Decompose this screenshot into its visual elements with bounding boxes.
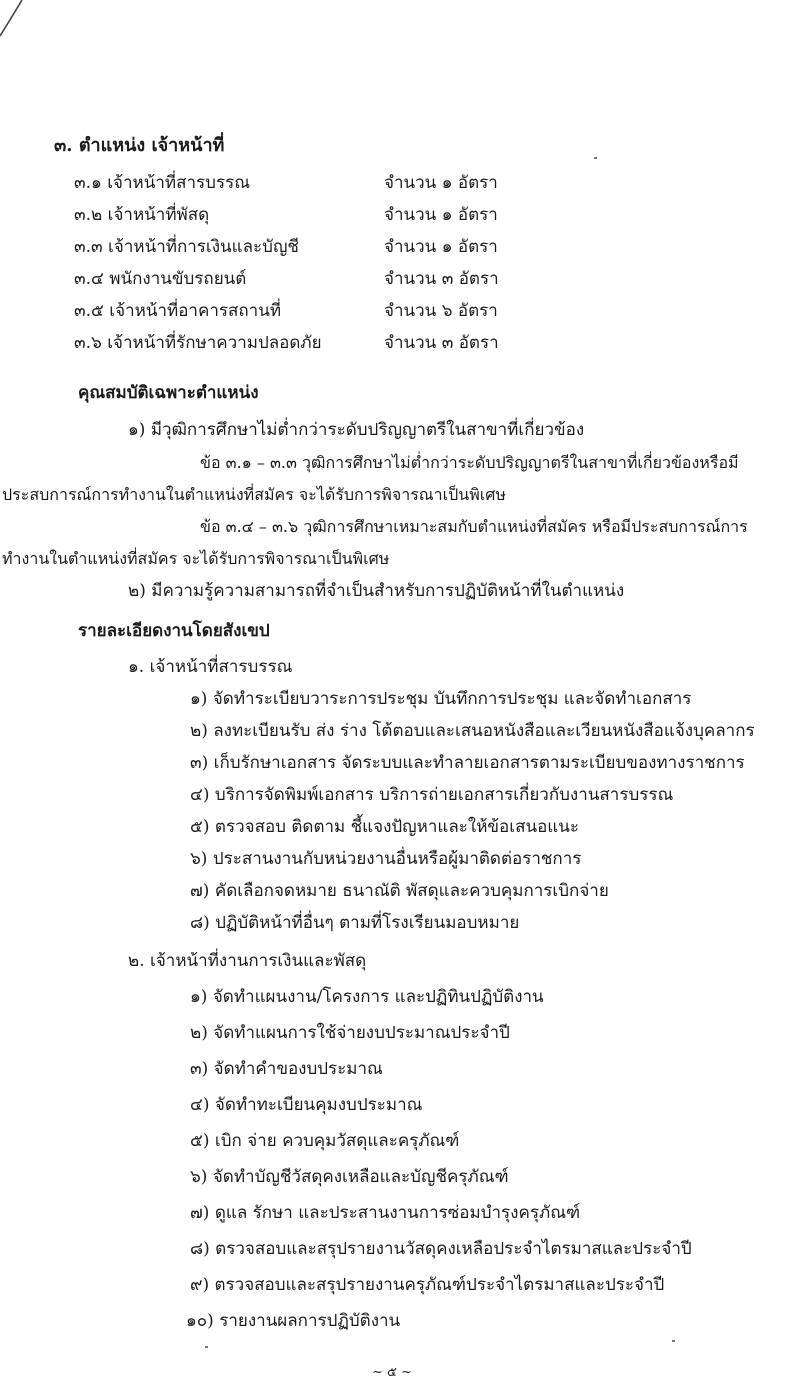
job-item: ๖) ประสานงานกับหน่วยงานอื่นหรือผู้มาติดต่อราชการ: [190, 849, 582, 869]
scan-speck: [594, 157, 597, 159]
job-item: ๔) บริการจัดพิมพ์เอกสาร บริการถ่ายเอกสารเกี่ยวกับงานสารบรรณ: [190, 785, 674, 805]
job-item: ๘) ปฏิบัติหน้าที่อื่นๆ ตามที่โรงเรียนมอบหมาย: [190, 913, 520, 933]
job-item: ๑) จัดทำแผนงาน/โครงการ และปฏิทินปฏิบัติงาน: [190, 987, 544, 1007]
qualification-line: ๑) มีวุฒิการศึกษาไม่ต่ำกว่าระดับปริญญาตรีในสาขาที่เกี่ยวข้อง: [128, 420, 585, 440]
qualification-line: ประสบการณ์การทำงานในตำแหน่งที่สมัคร จะได้รับการพิจารณาเป็นพิเศษ: [2, 485, 506, 504]
job-group-title: ๒. เจ้าหน้าที่งานการเงินและพัสดุ: [128, 951, 367, 971]
position-count: จำนวน ๑ อัตรา: [384, 173, 498, 193]
job-item: ๕) เบิก จ่าย ควบคุมวัสดุและครุภัณฑ์: [190, 1131, 460, 1151]
job-item: ๓) เก็บรักษาเอกสาร จัดระบบและทำลายเอกสารตามระเบียบของทางราชการ: [190, 753, 745, 773]
position-label: ๓.๓ เจ้าหน้าที่การเงินและบัญชี: [74, 237, 299, 257]
qualification-line: ทำงานในตำแหน่งที่สมัคร จะได้รับการพิจารณาเป็นพิเศษ: [2, 549, 390, 568]
position-count: จำนวน ๓ อัตรา: [384, 269, 499, 289]
job-item: ๕) ตรวจสอบ ติดตาม ชี้แจงปัญหาและให้ข้อเสนอแนะ: [190, 817, 579, 837]
scan-speck: [672, 1340, 675, 1342]
section-heading: ๓. ตำแหน่ง เจ้าหน้าที่: [54, 135, 225, 156]
scan-speck: [205, 1346, 208, 1348]
job-item: ๘) ตรวจสอบและสรุปรายงานวัสดุคงเหลือประจำไตรมาสและประจำปี: [190, 1239, 692, 1259]
job-item: ๔) จัดทำทะเบียนคุมงบประมาณ: [190, 1095, 423, 1115]
job-item: ๒) จัดทำแผนการใช้จ่ายงบประมาณประจำปี: [190, 1023, 510, 1043]
job-item: ๙) ตรวจสอบและสรุปรายงานครุภัณฑ์ประจำไตรมาสและประจำปี: [190, 1275, 665, 1295]
position-count: จำนวน ๖ อัตรา: [384, 301, 498, 321]
page-number: ~ ๕ ~: [372, 1365, 412, 1380]
position-count: จำนวน ๑ อัตรา: [384, 205, 498, 225]
corner-mark: [0, 0, 40, 40]
position-count: จำนวน ๑ อัตรา: [384, 237, 498, 257]
qualification-line: ข้อ ๓.๔ – ๓.๖ วุฒิการศึกษาเหมาะสมกับตำแหน่งที่สมัคร หรือมีประสบการณ์การ: [200, 517, 748, 536]
job-group-title: ๑. เจ้าหน้าที่สารบรรณ: [128, 657, 293, 677]
job-item: ๗) ดูแล รักษา และประสานงานการซ่อมบำรุงครุภัณฑ์: [190, 1203, 581, 1223]
position-count: จำนวน ๓ อัตรา: [384, 333, 499, 353]
job-item: ๒) ลงทะเบียนรับ ส่ง ร่าง โต้ตอบและเสนอหนังสือและเวียนหนังสือแจ้งบุคลากร: [190, 721, 755, 741]
position-label: ๓.๔ พนักงานขับรถยนต์: [74, 269, 247, 289]
job-item: ๑) จัดทำระเบียบวาระการประชุม บันทึกการประชุม และจัดทำเอกสาร: [190, 689, 692, 709]
position-label: ๓.๖ เจ้าหน้าที่รักษาความปลอดภัย: [74, 333, 322, 353]
job-item: ๖) จัดทำบัญชีวัสดุคงเหลือและบัญชีครุภัณฑ์: [190, 1167, 509, 1187]
position-label: ๓.๕ เจ้าหน้าที่อาคารสถานที่: [74, 301, 282, 321]
qualification-line: ข้อ ๓.๑ – ๓.๓ วุฒิการศึกษาไม่ต่ำกว่าระดับปริญญาตรีในสาขาที่เกี่ยวข้องหรือมี: [200, 453, 739, 472]
job-item: ๓) จัดทำคำของบประมาณ: [190, 1059, 383, 1079]
qualification-line: ๒) มีความรู้ความสามารถที่จำเป็นสำหรับการปฏิบัติหน้าที่ในตำแหน่ง: [128, 581, 625, 601]
qualifications-heading: คุณสมบัติเฉพาะตำแหน่ง: [78, 383, 259, 403]
position-label: ๓.๑ เจ้าหน้าที่สารบรรณ: [74, 173, 250, 193]
job-details-heading: รายละเอียดงานโดยสังเขป: [78, 621, 270, 641]
position-label: ๓.๒ เจ้าหน้าที่พัสดุ: [74, 205, 210, 225]
job-item: ๑๐) รายงานผลการปฏิบัติงาน: [186, 1311, 401, 1331]
job-item: ๗) คัดเลือกจดหมาย ธนาณัติ พัสดุและควบคุมการเบิกจ่าย: [190, 881, 609, 901]
